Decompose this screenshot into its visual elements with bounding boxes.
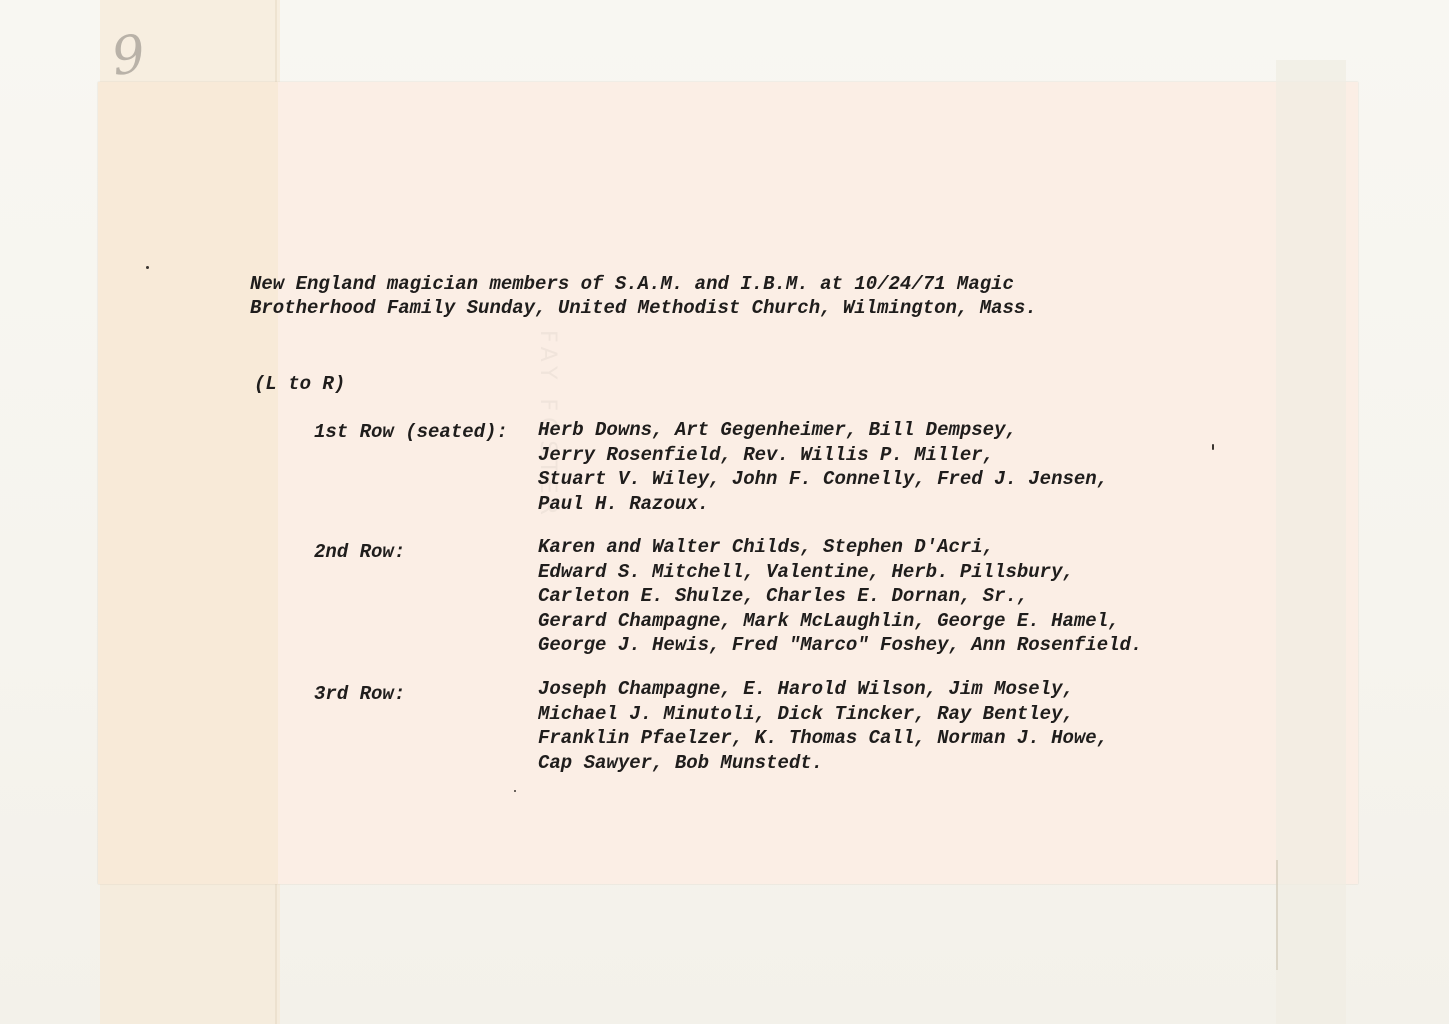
row-names-third — [538, 677, 1108, 775]
row-label-third: 3rd Row: — [314, 683, 406, 705]
names-line: Jerry Rosenfield, Rev. Willis P. Miller, — [538, 443, 995, 466]
row-names-second — [538, 535, 1142, 658]
names-line: Karen and Walter Childs, Stephen D'Acri, — [538, 536, 995, 558]
names-line: Stuart V. Wiley, John F. Connelly, Fred J. Jensen, — [538, 468, 1109, 490]
names-line: Joseph Champagne, E. Harold Wilson, Jim Mosely, — [538, 678, 1074, 700]
names-line: Cap Sawyer, Bob Munstedt. — [538, 751, 824, 774]
row-label-second: 2nd Row: — [314, 541, 406, 563]
tape-strip-right-edge — [1276, 860, 1278, 970]
row-names-first — [538, 418, 1108, 516]
tape-strip-right — [1276, 60, 1346, 1024]
names-line: Herb Downs, Art Gegenheimer, Bill Dempsey, — [538, 419, 1017, 441]
row-label-first: 1st Row (seated): — [314, 421, 508, 443]
names-line: George J. Hewis, Fred "Marco" Foshey, Ann Rosenfield. — [538, 634, 1143, 656]
names-line: Michael J. Minutoli, Dick Tincker, Ray Bentley, — [538, 702, 1074, 725]
handwritten-page-number: 9 — [107, 23, 150, 89]
names-line: Edward S. Mitchell, Valentine, Herb. Pillsbury, — [538, 560, 1074, 583]
ink-speck — [1212, 444, 1214, 450]
ink-speck — [514, 790, 516, 792]
faint-rubber-stamp: FAY FOSTER — [535, 330, 560, 521]
tape-overlap-tint — [98, 82, 278, 884]
caption-line: New England magician members of S.A.M. and I.B.M. at 10/24/71 Magic — [250, 273, 1014, 295]
names-line: Franklin Pfaelzer, K. Thomas Call, Norman J. Howe, — [538, 727, 1109, 749]
ink-speck — [146, 266, 149, 269]
names-line: Paul H. Razoux. — [538, 492, 710, 515]
caption-line: Brotherhood Family Sunday, United Methodist Church, Wilmington, Mass. — [250, 297, 1037, 319]
names-line: Gerard Champagne, Mark McLaughlin, George E. Hamel, — [538, 609, 1120, 632]
direction-note: (L to R) — [254, 373, 346, 395]
photo-caption — [250, 272, 1037, 320]
names-line: Carleton E. Shulze, Charles E. Dornan, Sr., — [538, 585, 1029, 607]
